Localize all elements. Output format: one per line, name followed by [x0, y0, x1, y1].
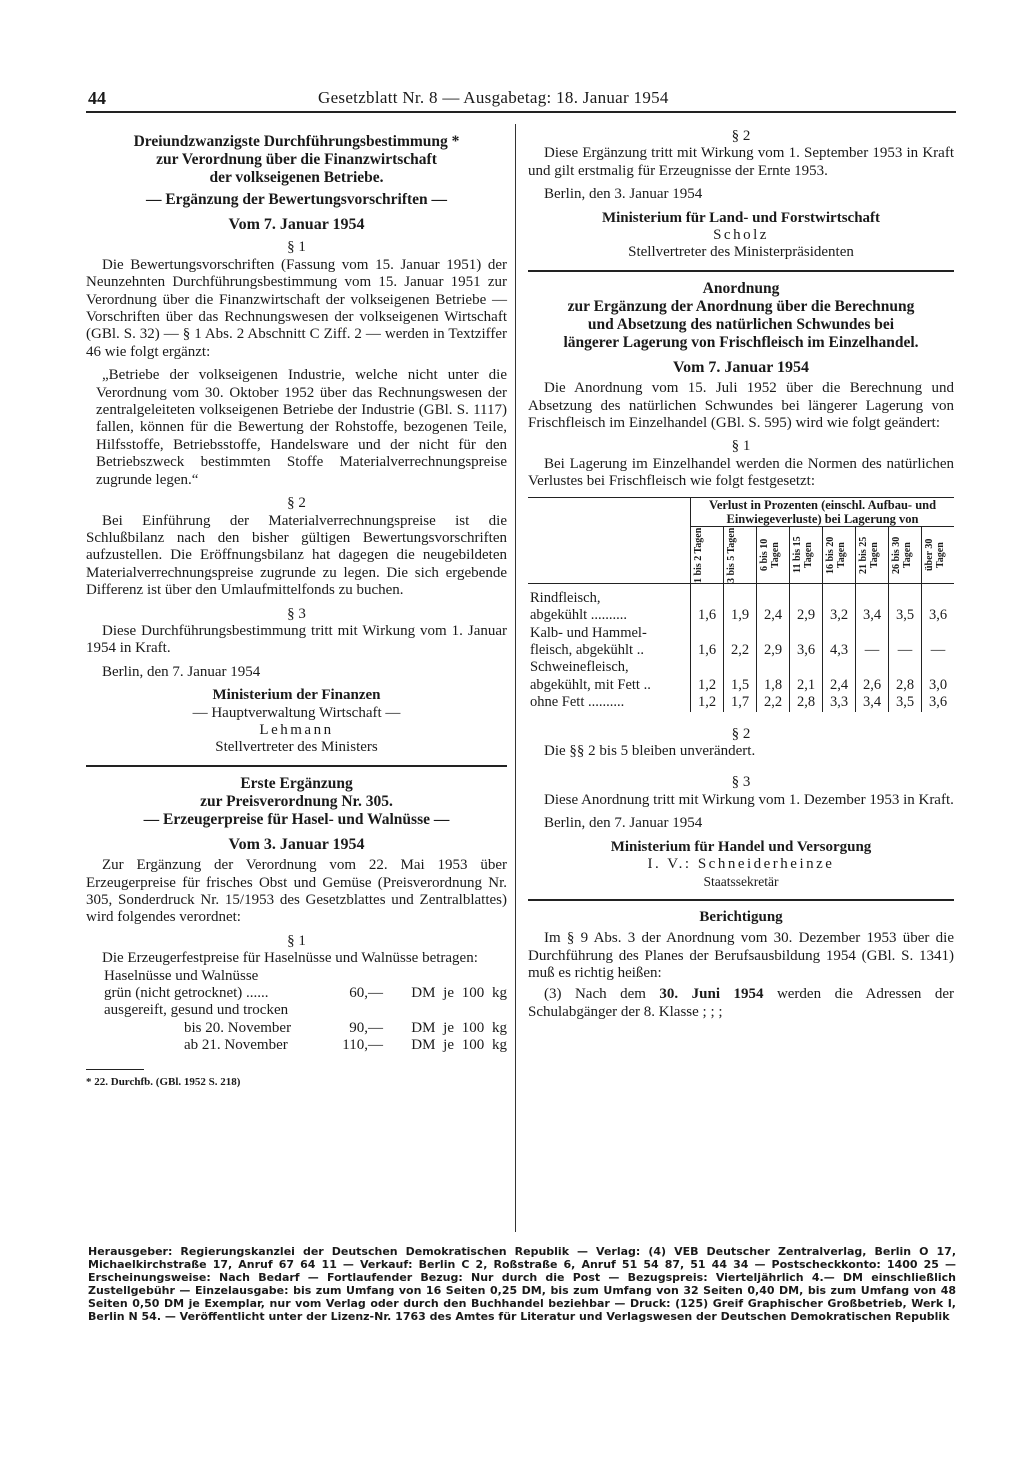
ministry-department: — Hauptverwaltung Wirtschaft — — [192, 704, 401, 721]
imprint: Herausgeber: Regierungskanzlei der Deutschen Demokratischen Republik — Verlag: (4) VEB Deutscher Zentralverlag, Berlin O 17, Michaelkirchstraße 17, Anruf 67 64 11 — Verkauf: Berlin C 2, Roßstraße 6, Anruf 51 54 87, 51 44 34 — Postscheckkonto: 1400 25 — Erscheinungsweise: Nach Bedarf — Fortlaufender Bezug: Nur durch die Post — Bezugspreis: Vierteljährlich 4.— DM einschließlich Zustellgebühr — Einzelausgabe: bis zum Umfang von 16 Seiten 0,25 DM, bis zum Umfang von 32 Seiten 0,40 DM, bis zum Umfang von 48 Seiten 0,50 DM je Exemplar, nur vom Verlag oder durch den Buchhandel beziehbar — Druck: (125) Greif Graphischer Großbetrieb, Werk I, Berlin N 54. — Veröffentlicht unter der Lizenz-Nr. 1763 des Amtes für Literatur und Verlagswesen der Deutschen Demokratischen Republik — [88, 1245, 956, 1323]
correction-quote — [528, 986, 954, 1021]
table-cell: 3,6 — [790, 642, 823, 659]
table-row — [528, 625, 954, 642]
table-column-header: 6 bis 10 Tagen — [757, 526, 790, 583]
table-row — [528, 590, 954, 607]
section-text: Die §§ 2 bis 5 bleiben unverändert. — [544, 742, 756, 759]
price-unit: DM je 100 kg — [411, 985, 507, 1002]
table-cell: 2,4 — [823, 677, 856, 694]
right-column — [528, 128, 954, 1021]
row-label: abgekühlt, mit Fett .. — [528, 677, 691, 694]
title-line: und Absetzung des natürlichen Schwundes bei — [587, 315, 895, 333]
price-unit: DM je 100 kg — [411, 1019, 507, 1036]
table-cell: 2,4 — [757, 607, 790, 624]
table-empty-header — [528, 497, 691, 583]
section-text: Diese Anordnung tritt mit Wirkung vom 1. Dezember 1953 in Kraft. — [544, 791, 954, 808]
title-line: Dreiundzwanzigste Durchführungsbestimmung * — [133, 133, 460, 150]
table-cell: — — [856, 642, 889, 659]
table-cell: 2,9 — [790, 607, 823, 624]
table-row — [528, 659, 954, 676]
table-cell: 3,2 — [823, 607, 856, 624]
title-line: Anordnung — [702, 279, 780, 297]
price-value: 60,— — [349, 985, 383, 1002]
table-column-header: 1 bis 2 Tagen — [691, 526, 724, 583]
footnote-rule — [86, 1069, 144, 1070]
table-column-header: 16 bis 20 Tagen — [823, 526, 856, 583]
row-label: Kalb- und Hammel- — [528, 625, 691, 642]
price-label: grün (nicht getrocknet) ...... — [104, 985, 269, 1002]
section-heading: § 2 — [287, 495, 306, 512]
table-cell: 2,9 — [757, 642, 790, 659]
article-date: Vom 3. Januar 1954 — [228, 835, 365, 853]
ministry-name: Ministerium der Finanzen — [212, 687, 381, 704]
table-cell: 3,3 — [823, 694, 856, 711]
correction-text: Im § 9 Abs. 3 der Anordnung vom 30. Dezember 1953 über die Durchführung des Planes der Berufsausbildung 1954 (GBl. S. 1341) muß es richtig heißen: — [528, 930, 954, 981]
correction-title: Berichtigung — [699, 908, 783, 925]
table-column-header: 11 bis 15 Tagen — [790, 526, 823, 583]
price-row — [104, 1037, 507, 1054]
title-line: — Ergänzung der Bewertungsvorschriften — — [145, 191, 448, 208]
gazette-header-title: Gesetzblatt Nr. 8 — Ausgabetag: 18. Januar 1954 — [318, 88, 669, 107]
title-line: Erste Ergänzung — [240, 774, 353, 792]
article-title-price — [86, 775, 507, 829]
signatory: Lehmann — [259, 721, 334, 738]
quoted-provision: „Betriebe der volkseigenen Industrie, welche nicht unter die Verordnung vom 30. Oktober 1952 über das Rechnungswesen der zentralgeleiteten volkseigenen Betriebe der Industrie (GBl. S. 1117) fallen, können für die Bewertung der Rohstoffe, bezogenen Teile, Hilfsstoffe, Betriebsstoffe, Handelsware und der nicht für den Betriebszweck bestimmten Stoffe Materialverrechnungspreise zugrunde legen.“ — [96, 367, 507, 488]
correction-quote-part: (3) Nach dem — [544, 986, 660, 1003]
section-heading: § 2 — [731, 128, 751, 144]
table-column-header: über 30 Tagen — [924, 538, 946, 571]
table-cell: 1,6 — [691, 642, 724, 659]
table-group-header: Verlust in Prozenten (einschl. Aufbau- und Einwiegeverluste) bei Lagerung von — [691, 497, 955, 526]
article-title-finance — [86, 133, 507, 209]
table-cell: 1,8 — [757, 677, 790, 694]
article-separator — [528, 899, 954, 901]
table-cell: 3,0 — [928, 676, 948, 693]
row-label: Schweinefleisch, — [528, 659, 691, 676]
table-cell: 1,5 — [724, 677, 757, 694]
price-row — [104, 985, 507, 1002]
price-value: 90,— — [349, 1019, 383, 1036]
section-heading: § 2 — [731, 725, 751, 742]
table-cell: 3,4 — [856, 694, 889, 711]
table-cell: 1,9 — [724, 607, 757, 624]
price-value: 110,— — [342, 1037, 383, 1054]
table-cell: 2,8 — [790, 694, 823, 711]
title-line: längerer Lagerung von Frischfleisch im Einzelhandel. — [563, 333, 919, 351]
table-cell: 3,6 — [928, 607, 948, 624]
table-column-header: 26 bis 30 Tagen — [889, 526, 922, 583]
table-row — [528, 642, 954, 659]
row-label: abgekühlt .......... — [528, 607, 691, 624]
row-label: ohne Fett .......... — [528, 694, 691, 711]
title-line: zur Verordnung über die Finanzwirtschaft — [156, 151, 437, 168]
table-cell: 4,3 — [823, 642, 856, 659]
section-text: Bei Lagerung im Einzelhandel werden die Normen des natürlichen Verlustes bei Frischfleisch wie folgt festgesetzt: — [528, 455, 954, 490]
section-heading: § 1 — [287, 932, 306, 949]
section-heading: § 1 — [731, 438, 751, 455]
column-divider — [515, 124, 516, 1232]
article-intro: Die Anordnung vom 15. Juli 1952 über die Berechnung und Absetzung des natürlichen Schwundes bei längerer Lagerung von Frischfleisch im Einzelhandel (GBl. S. 595) wird wie folgt geändert: — [528, 380, 954, 432]
table-cell: 3,6 — [928, 694, 948, 711]
place-date: Berlin, den 3. Januar 1954 — [544, 186, 703, 203]
table-cell: 1,2 — [691, 677, 724, 694]
article-intro: Zur Ergänzung der Verordnung vom 22. Mai 1953 über Erzeugerpreise für frisches Obst und Gemüse (Preisverordnung Nr. 305, Sonderdruck Nr. 15/1953 des Gesetzblattes und Zentralblattes) wird folgendes verordnet: — [86, 857, 507, 926]
row-label: fleisch, abgekühlt .. — [528, 642, 691, 659]
article-separator — [528, 270, 954, 272]
table-cell: 1,6 — [691, 607, 724, 624]
price-list-label: Haselnüsse und Walnüsse — [104, 967, 259, 984]
table-cell: 2,2 — [757, 694, 790, 711]
table-column-header: 3 bis 5 Tagen — [724, 526, 757, 583]
price-list-label: ausgereift, gesund und trocken — [104, 1002, 289, 1019]
table-cell: 3,5 — [889, 607, 922, 624]
price-row — [104, 1020, 507, 1037]
signatory-role: Stellvertreter des Ministers — [215, 739, 378, 756]
ministry-name: Ministerium für Land- und Forstwirtschaft — [601, 209, 881, 226]
table-row — [528, 607, 954, 624]
title-line: zur Ergänzung der Anordnung über die Berechnung — [567, 297, 915, 315]
correction-quote-date: 30. Juni 1954 — [659, 986, 764, 1003]
price-label: ab 21. November — [184, 1037, 288, 1054]
table-cell: 2,2 — [724, 642, 757, 659]
section-text: Bei Einführung der Materialverrechnungspreise ist die Schlußbilanz nach den bisher gültigen Bewertungsvorschriften aufzustellen. Die Eröffnungsbilanz hat dagegen die neugebildeten Materialverrechnungspreise zugrunde zu legen. Die sich ergebende Differenz ist über den Umlaufmittelfonds zu buchen. — [86, 512, 507, 599]
table-cell: 1,2 — [691, 694, 724, 711]
signatory-role: Staatssekretär — [703, 874, 779, 890]
section-heading: § 3 — [287, 605, 306, 622]
ministry-name: Ministerium für Handel und Versorgung — [610, 838, 872, 855]
left-column — [86, 133, 507, 1091]
section-text: Die Erzeugerfestpreise für Haselnüsse und Walnüsse betragen: — [102, 950, 478, 967]
loss-norms-table — [528, 497, 954, 712]
article-date: Vom 7. Januar 1954 — [228, 216, 365, 233]
header-rule — [86, 111, 956, 113]
section-heading: § 3 — [731, 774, 751, 791]
table-cell: 3,4 — [856, 607, 889, 624]
place-date: Berlin, den 7. Januar 1954 — [544, 815, 703, 832]
section-text: Diese Durchführungsbestimmung tritt mit Wirkung vom 1. Januar 1954 in Kraft. — [86, 622, 507, 657]
place-date: Berlin, den 7. Januar 1954 — [102, 663, 261, 680]
table-cell: 2,8 — [889, 677, 922, 694]
section-heading: § 1 — [287, 239, 306, 256]
article-date: Vom 7. Januar 1954 — [672, 358, 810, 376]
table-cell: 3,5 — [889, 694, 922, 711]
footnote: * 22. Durchfb. (GBl. 1952 S. 218) — [86, 1075, 241, 1088]
title-line: zur Preisverordnung Nr. 305. — [200, 792, 393, 810]
price-label: bis 20. November — [184, 1019, 292, 1036]
price-unit: DM je 100 kg — [411, 1037, 507, 1054]
section-text: Diese Ergänzung tritt mit Wirkung vom 1. September 1953 in Kraft und gilt erstmalig für Erzeugnisse der Ernte 1953. — [528, 145, 954, 179]
article-title-meat — [528, 280, 954, 352]
table-cell: — — [889, 642, 922, 659]
table-cell: 1,7 — [724, 694, 757, 711]
signatory-role: Stellvertreter des Ministerpräsidenten — [628, 244, 854, 261]
title-line: der volkseigenen Betriebe. — [209, 169, 384, 186]
title-line: — Erzeugerpreise für Hasel- und Walnüsse — — [143, 810, 450, 828]
page-number: 44 — [88, 88, 106, 108]
table-cell: 2,6 — [856, 677, 889, 694]
price-list — [86, 968, 507, 1055]
table-cell: — — [930, 641, 946, 658]
table-cell: 2,1 — [790, 677, 823, 694]
table-row — [528, 694, 954, 711]
row-label: Rindfleisch, — [528, 590, 691, 607]
article-separator — [86, 765, 507, 767]
correction-quote-part: werden die Adressen der Schulabgänger der 8. Klasse ; ; ; — [528, 986, 954, 1020]
table-column-header: 21 bis 25 Tagen — [856, 526, 889, 583]
signatory: Scholz — [713, 227, 769, 244]
signatory: I. V.: Schneiderheinze — [647, 855, 835, 872]
table-row — [528, 677, 954, 694]
section-text: Die Bewertungsvorschriften (Fassung vom 15. Januar 1951) der Neunzehnten Durchführungsbestimmung vom 15. Januar 1951 zur Verordnung über die Finanzwirtschaft der volkseigenen Betriebe — Vorschriften über das Rechnungswesen der volkseigenen Wirtschaft (GBl. S. 32) — § 1 Abs. 2 Abschnitt C Ziff. 2 — werden in Textziffer 46 wie folgt ergänzt: — [86, 256, 507, 360]
